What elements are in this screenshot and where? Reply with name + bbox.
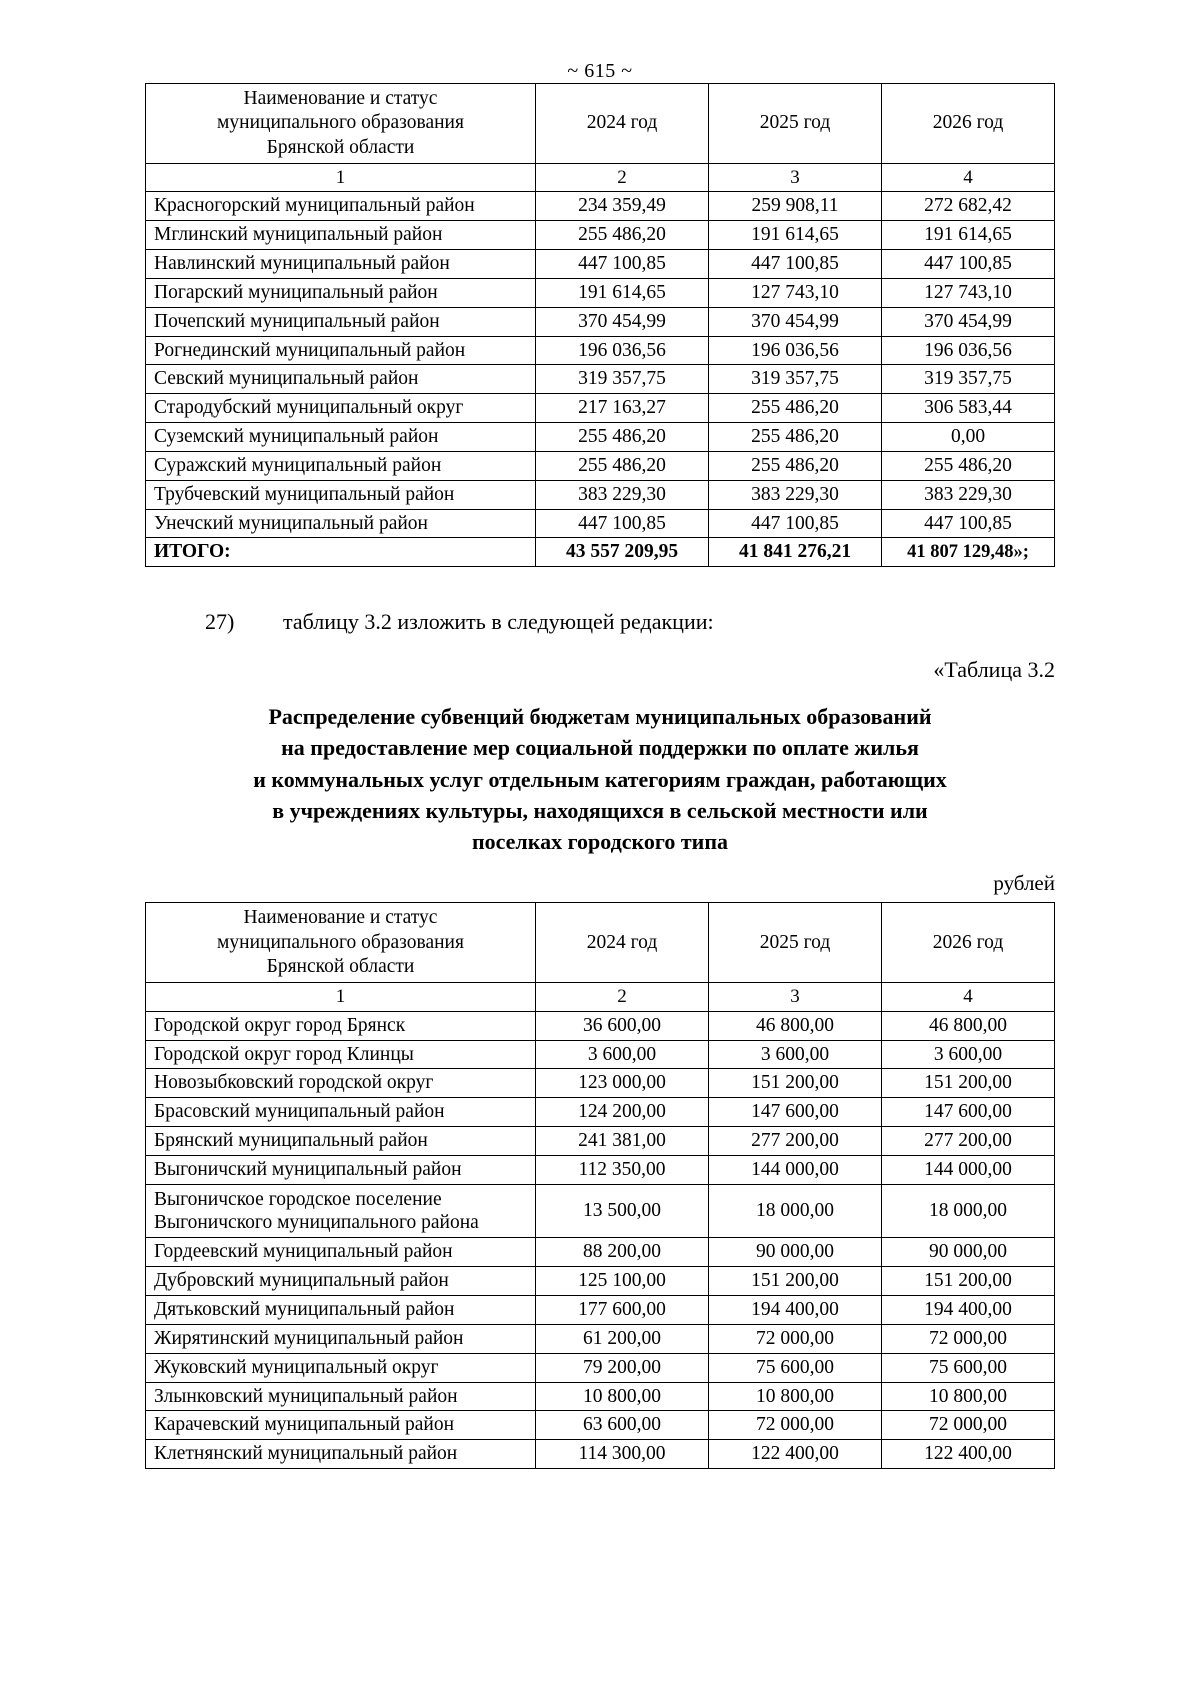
total-label: ИТОГО: [146, 538, 536, 567]
col-number-4: 4 [882, 983, 1055, 1011]
title-line-1: Распределение субвенций бюджетам муниципальных образований [268, 704, 932, 730]
value-cell-2024: 319 357,75 [536, 365, 709, 394]
value-cell-2024: 123 000,00 [536, 1069, 709, 1098]
value-cell-2025: 144 000,00 [709, 1155, 882, 1184]
value-cell-2024: 13 500,00 [536, 1184, 709, 1238]
value-cell-2025: 72 000,00 [709, 1324, 882, 1353]
municipality-name-cell: Клетнянский муниципальный район [146, 1440, 536, 1469]
value-cell-2026: 0,00 [882, 423, 1055, 452]
title-line-2: на предоставление мер социальной поддержки по оплате жилья [281, 735, 919, 761]
municipality-name-cell: Жуковский муниципальный округ [146, 1353, 536, 1382]
value-cell-2025: 196 036,56 [709, 336, 882, 365]
municipality-name-cell: Дятьковский муниципальный район [146, 1296, 536, 1325]
municipality-name-cell: Погарский муниципальный район [146, 278, 536, 307]
value-cell-2024: 36 600,00 [536, 1011, 709, 1040]
value-cell-2024: 61 200,00 [536, 1324, 709, 1353]
municipality-name-cell: Суражский муниципальный район [146, 451, 536, 480]
table-row [146, 394, 1055, 423]
clause-27 [145, 609, 1055, 635]
value-cell-2026: 151 200,00 [882, 1069, 1055, 1098]
clause-number: 27) [205, 609, 235, 635]
header-year-2024: 2024 год [536, 903, 709, 983]
value-cell-2026: 370 454,99 [882, 307, 1055, 336]
value-cell-2025: 319 357,75 [709, 365, 882, 394]
table-row [146, 1353, 1055, 1382]
table-column-number-row [146, 164, 1055, 192]
table-row [146, 1324, 1055, 1353]
value-cell-2024: 255 486,20 [536, 423, 709, 452]
value-cell-2025: 46 800,00 [709, 1011, 882, 1040]
value-cell-2025: 151 200,00 [709, 1069, 882, 1098]
value-cell-2026: 447 100,85 [882, 250, 1055, 279]
units-label: рублей [993, 871, 1055, 896]
municipality-name-cell: Севский муниципальный район [146, 365, 536, 394]
table-row [146, 1069, 1055, 1098]
table-row [146, 1184, 1055, 1238]
value-cell-2024: 447 100,85 [536, 509, 709, 538]
table-header-row [146, 903, 1055, 983]
municipality-name-cell: Городской округ город Брянск [146, 1011, 536, 1040]
table-total-row [146, 538, 1055, 567]
value-cell-2026: 90 000,00 [882, 1238, 1055, 1267]
value-cell-2026: 277 200,00 [882, 1127, 1055, 1156]
table-row [146, 192, 1055, 221]
col-number-1: 1 [146, 164, 536, 192]
subsidy-table-continued [145, 83, 1055, 567]
municipality-name-cell: Рогнединский муниципальный район [146, 336, 536, 365]
value-cell-2024: 234 359,49 [536, 192, 709, 221]
value-cell-2025: 122 400,00 [709, 1440, 882, 1469]
municipality-name-cell: Мглинский муниципальный район [146, 221, 536, 250]
value-cell-2025: 10 800,00 [709, 1382, 882, 1411]
value-cell-2026: 144 000,00 [882, 1155, 1055, 1184]
value-cell-2024: 88 200,00 [536, 1238, 709, 1267]
value-cell-2025: 151 200,00 [709, 1267, 882, 1296]
value-cell-2026: 255 486,20 [882, 451, 1055, 480]
col-number-3: 3 [709, 983, 882, 1011]
municipality-name-cell: Стародубский муниципальный округ [146, 394, 536, 423]
value-cell-2024: 370 454,99 [536, 307, 709, 336]
page-title [160, 683, 1040, 857]
total-value-2024: 43 557 209,95 [536, 538, 709, 567]
value-cell-2024: 3 600,00 [536, 1040, 709, 1069]
table-row [146, 250, 1055, 279]
value-cell-2025: 75 600,00 [709, 1353, 882, 1382]
value-cell-2024: 255 486,20 [536, 451, 709, 480]
clause-text: таблицу 3.2 изложить в следующей редакции: [283, 609, 714, 635]
municipality-name-cell: Дубровский муниципальный район [146, 1267, 536, 1296]
municipality-name-cell: Жирятинский муниципальный район [146, 1324, 536, 1353]
value-cell-2025: 255 486,20 [709, 423, 882, 452]
table-row [146, 221, 1055, 250]
header-municipality-line1: Наименование и статус [243, 88, 438, 109]
header-municipality-line3: Брянской области [266, 956, 415, 978]
table-row [146, 1382, 1055, 1411]
title-line-5: поселках городского типа [471, 829, 729, 855]
table-row [146, 1238, 1055, 1267]
value-cell-2024: 255 486,20 [536, 221, 709, 250]
title-line-3: и коммунальных услуг отдельным категориям граждан, работающих [253, 766, 947, 792]
table-row [146, 278, 1055, 307]
value-cell-2024: 79 200,00 [536, 1353, 709, 1382]
value-cell-2024: 241 381,00 [536, 1127, 709, 1156]
table-row [146, 423, 1055, 452]
table-header-row [146, 84, 1055, 164]
table-row [146, 1011, 1055, 1040]
municipality-name-cell: Злынковский муниципальный район [146, 1382, 536, 1411]
header-year-2026: 2026 год [882, 84, 1055, 164]
value-cell-2025: 3 600,00 [709, 1040, 882, 1069]
value-cell-2026: 196 036,56 [882, 336, 1055, 365]
table-row [146, 1411, 1055, 1440]
municipality-name-cell: Выгоничский муниципальный район [146, 1155, 536, 1184]
header-municipality-line3: Брянской области [266, 136, 415, 158]
value-cell-2025: 277 200,00 [709, 1127, 882, 1156]
municipality-name-cell: Городской округ город Клинцы [146, 1040, 536, 1069]
value-cell-2024: 191 614,65 [536, 278, 709, 307]
value-cell-2025: 18 000,00 [709, 1184, 882, 1238]
value-cell-2025: 194 400,00 [709, 1296, 882, 1325]
table-row [146, 1098, 1055, 1127]
municipality-name-cell: Трубчевский муниципальный район [146, 480, 536, 509]
value-cell-2026: 127 743,10 [882, 278, 1055, 307]
value-cell-2025: 447 100,85 [709, 250, 882, 279]
value-cell-2025: 255 486,20 [709, 394, 882, 423]
municipality-name-cell: Суземский муниципальный район [146, 423, 536, 452]
table-1-header [146, 84, 1055, 192]
municipality-name-cell: Брянский муниципальный район [146, 1127, 536, 1156]
table-2-body [146, 1011, 1055, 1468]
col-number-3: 3 [709, 164, 882, 192]
header-year-2025: 2025 год [709, 903, 882, 983]
header-municipality-line2: муниципального образования [217, 112, 464, 134]
municipality-name-cell: Почепский муниципальный район [146, 307, 536, 336]
value-cell-2026: 72 000,00 [882, 1324, 1055, 1353]
value-cell-2025: 370 454,99 [709, 307, 882, 336]
table-1-body [146, 192, 1055, 567]
table-row [146, 1155, 1055, 1184]
total-value-2026: 41 807 129,48»; [882, 538, 1055, 567]
col-number-4: 4 [882, 164, 1055, 192]
value-cell-2024: 447 100,85 [536, 250, 709, 279]
value-cell-2026: 151 200,00 [882, 1267, 1055, 1296]
value-cell-2024: 217 163,27 [536, 394, 709, 423]
page-number: ~ 615 ~ [567, 60, 633, 82]
title-line-4: в учреждениях культуры, находящихся в сельской местности или [272, 797, 928, 823]
municipality-name-cell: Карачевский муниципальный район [146, 1411, 536, 1440]
table-row [146, 365, 1055, 394]
value-cell-2026: 147 600,00 [882, 1098, 1055, 1127]
value-cell-2026: 75 600,00 [882, 1353, 1055, 1382]
municipality-name-cell: Выгоничское городское поселение Выгоничского муниципального района [146, 1184, 536, 1238]
value-cell-2024: 383 229,30 [536, 480, 709, 509]
col-number-1: 1 [146, 983, 536, 1011]
value-cell-2026: 3 600,00 [882, 1040, 1055, 1069]
municipality-name-cell: Новозыбковский городской округ [146, 1069, 536, 1098]
value-cell-2024: 114 300,00 [536, 1440, 709, 1469]
table-row [146, 1127, 1055, 1156]
value-cell-2024: 63 600,00 [536, 1411, 709, 1440]
municipality-name-cell: Унечский муниципальный район [146, 509, 536, 538]
municipality-name-cell: Красногорский муниципальный район [146, 192, 536, 221]
value-cell-2025: 72 000,00 [709, 1411, 882, 1440]
header-municipality [146, 903, 536, 983]
value-cell-2024: 10 800,00 [536, 1382, 709, 1411]
value-cell-2026: 447 100,85 [882, 509, 1055, 538]
value-cell-2025: 147 600,00 [709, 1098, 882, 1127]
header-municipality-line1: Наименование и статус [243, 907, 438, 929]
table-2-header [146, 903, 1055, 1011]
header-year-2025: 2025 год [709, 84, 882, 164]
table-row [146, 509, 1055, 538]
table-2-wrapper [145, 902, 1055, 1469]
value-cell-2024: 196 036,56 [536, 336, 709, 365]
value-cell-2025: 127 743,10 [709, 278, 882, 307]
value-cell-2026: 306 583,44 [882, 394, 1055, 423]
header-municipality-line2: муниципального образования [217, 931, 464, 953]
table-row [146, 1267, 1055, 1296]
value-cell-2026: 72 000,00 [882, 1411, 1055, 1440]
value-cell-2026: 383 229,30 [882, 480, 1055, 509]
value-cell-2026: 18 000,00 [882, 1184, 1055, 1238]
header-municipality [146, 84, 536, 164]
col-number-2: 2 [536, 164, 709, 192]
value-cell-2025: 447 100,85 [709, 509, 882, 538]
value-cell-2025: 255 486,20 [709, 451, 882, 480]
value-cell-2025: 383 229,30 [709, 480, 882, 509]
header-year-2026: 2026 год [882, 903, 1055, 983]
table-row [146, 307, 1055, 336]
value-cell-2026: 191 614,65 [882, 221, 1055, 250]
header-year-2024: 2024 год [536, 84, 709, 164]
table-row [146, 1296, 1055, 1325]
value-cell-2024: 125 100,00 [536, 1267, 709, 1296]
table-row [146, 480, 1055, 509]
value-cell-2026: 10 800,00 [882, 1382, 1055, 1411]
col-number-2: 2 [536, 983, 709, 1011]
table-row [146, 1040, 1055, 1069]
table-row [146, 336, 1055, 365]
value-cell-2025: 90 000,00 [709, 1238, 882, 1267]
value-cell-2026: 46 800,00 [882, 1011, 1055, 1040]
value-cell-2024: 177 600,00 [536, 1296, 709, 1325]
table-column-number-row [146, 983, 1055, 1011]
value-cell-2026: 319 357,75 [882, 365, 1055, 394]
value-cell-2026: 272 682,42 [882, 192, 1055, 221]
value-cell-2026: 194 400,00 [882, 1296, 1055, 1325]
table-row [146, 1440, 1055, 1469]
table-label: «Таблица 3.2 [933, 657, 1055, 683]
municipality-name-cell: Навлинский муниципальный район [146, 250, 536, 279]
municipality-name-cell: Гордеевский муниципальный район [146, 1238, 536, 1267]
value-cell-2024: 124 200,00 [536, 1098, 709, 1127]
subvention-distribution-table [145, 902, 1055, 1469]
municipality-name-cell: Брасовский муниципальный район [146, 1098, 536, 1127]
value-cell-2024: 112 350,00 [536, 1155, 709, 1184]
value-cell-2025: 191 614,65 [709, 221, 882, 250]
total-value-2025: 41 841 276,21 [709, 538, 882, 567]
value-cell-2025: 259 908,11 [709, 192, 882, 221]
table-row [146, 451, 1055, 480]
table-1-wrapper [145, 83, 1055, 567]
value-cell-2026: 122 400,00 [882, 1440, 1055, 1469]
